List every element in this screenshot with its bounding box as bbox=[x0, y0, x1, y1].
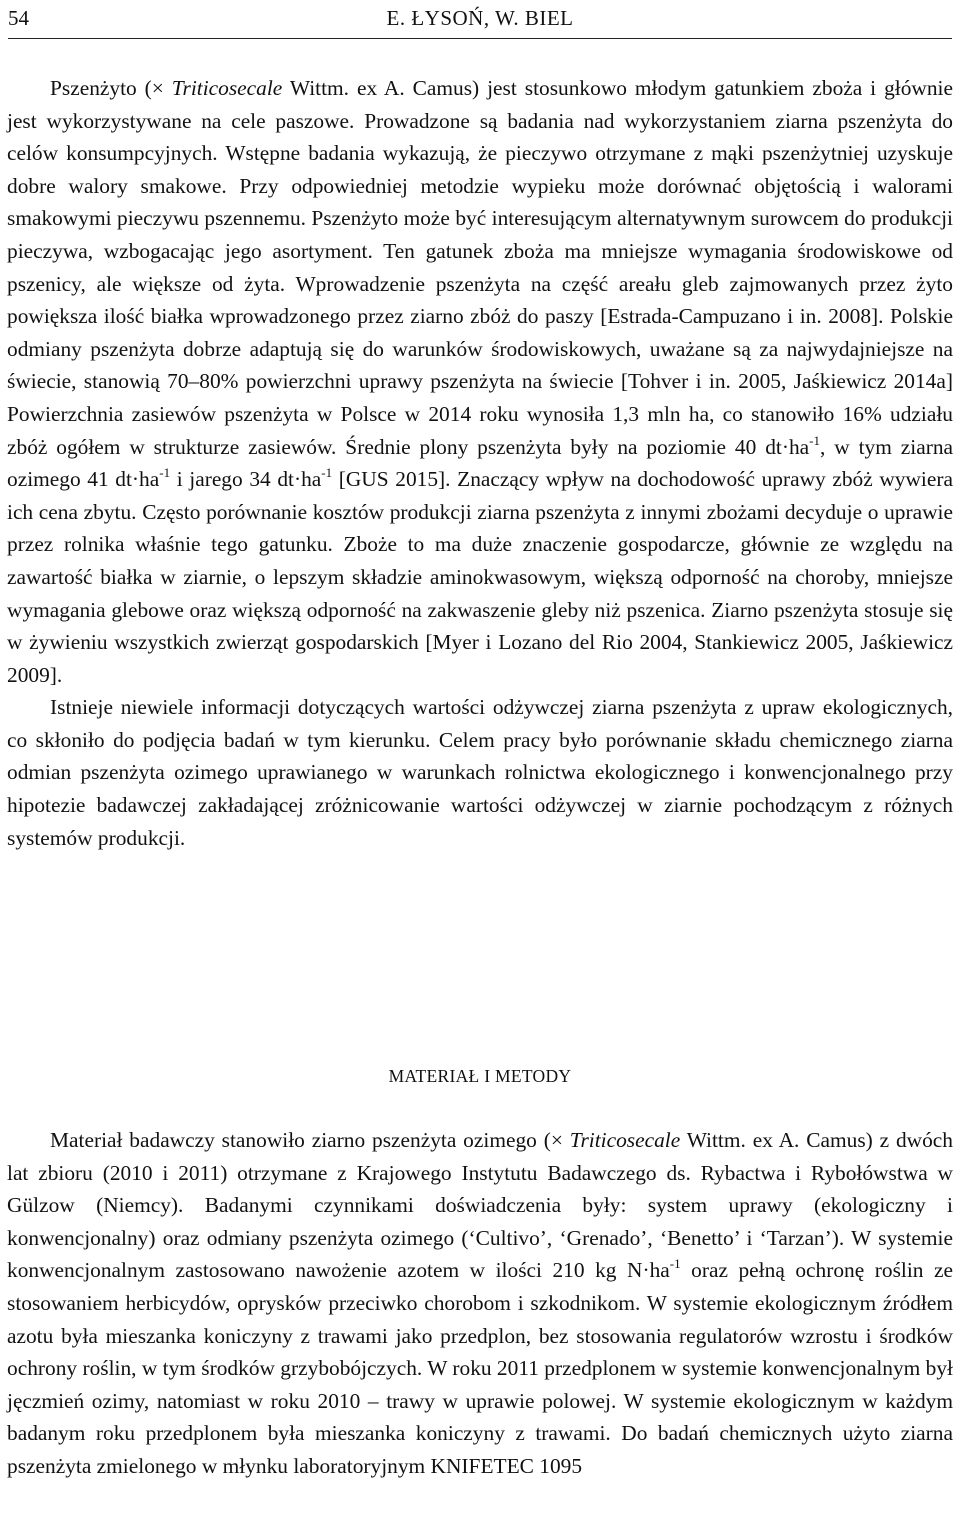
species-name-italic: Triticosecale bbox=[171, 76, 283, 100]
section-heading-methods: MATERIAŁ I METODY bbox=[388, 1066, 572, 1086]
text-span: [GUS 2015]. Znaczący wpływ na dochodowość uprawy zbóż wywiera ich cena zbytu. Często porównanie kosztów produkcji ziarna pszenżyta z innymi zbożami decyduje o uprawie przez rolnika właśnie tego gatunku. Zboże to ma duże znaczenie gospodarcze, głównie ze względu na zawartość białka w ziarnie, o lepszym składzie aminokwasowym, większą odporność na choroby, mniejsze wymagania glebowe oraz większą odporność na zakwaszenie gleby niż pszenica. Ziarno pszenżyta stosuje się w żywieniu wszystkich zwierząt gospodarskich [Myer i Lozano del Rio 2004, Stankiewicz 2005, Jaśkiewicz 2009]. bbox=[7, 467, 953, 687]
text-span: Wittm. ex A. Camus) jest stosunkowo młodym gatunkiem zboża i głównie jest wykorzystywane na cele paszowe. Prowadzone są badania nad wykorzystaniem ziarna pszenżyta do celów konsumpcyjnych. Wstępne badania wykazują, że pieczywo otrzymane z mąki pszenżytniej uzyskuje dobre walory smakowe. Przy odpowiedniej metodzie wypieku może dorównać objętością i walorami smakowymi pieczywu pszennemu. Pszenżyto może być interesującym alternatywnym surowcem do produkcji pieczywa, wzbogacając jego asortyment. Ten gatunek zboża ma mniejsze wymagania środowiskowe od pszenicy, ale większe od żyta. Wprowadzenie pszenżyta na część areału gleb zajmowanych przez żyto powiększa ilość białka wprowadzonego przez ziarno zbóż do paszy [Estrada-Campuzano i in. 2008]. Polskie odmiany pszenżyta dobrze adaptują się do warunków środowiskowych, uważane są za najwydajniejsze na świecie, stanowią 70–80% powierzchni uprawy pszenżyta na świecie [Tohver i in. 2005, Jaśkiewicz 2014a] Powierzchnia zasiewów pszenżyta w Polsce w 2014 roku wynosiła 1,3 mln ha, co stanowiło 16% udziału zbóż ogółem w strukturze zasiewów. Średnie plony pszenżyta były na poziomie 40 dt·ha bbox=[7, 76, 953, 459]
running-header bbox=[8, 4, 952, 39]
superscript: -1 bbox=[809, 432, 820, 448]
text-span: i jarego 34 dt·ha bbox=[170, 467, 322, 492]
paragraph-aim: Istnieje niewiele informacji dotyczących wartości odżywczej ziarna pszenżyta z upraw ekologicznych, co skłoniło do podjęcia badań w tym kierunku. Celem pracy było porównanie składu chemicznego ziarna odmian pszenżyta ozimego uprawianego w warunkach rolnictwa ekologicznego i konwencjonalnego przy hipotezie badawczej zakładającej zróżnicowanie wartości odżywczej w ziarnie pochodzącym z różnych systemów produkcji. bbox=[7, 695, 953, 850]
species-name-italic: Triticosecale bbox=[569, 1128, 681, 1152]
text-span: , w tym ziarna ozimego 41 dt·ha bbox=[7, 434, 954, 492]
page-number: 54 bbox=[8, 6, 29, 30]
introduction-text bbox=[7, 72, 953, 854]
running-head-authors: E. ŁYSOŃ, W. BIEL bbox=[386, 6, 574, 30]
paragraph-intro bbox=[7, 72, 953, 691]
superscript: -1 bbox=[321, 465, 333, 481]
methods-text bbox=[7, 1124, 953, 1483]
text-span: Pszenżyto (× bbox=[50, 76, 172, 100]
superscript: -1 bbox=[159, 465, 171, 481]
paragraph-methods bbox=[7, 1124, 953, 1483]
text-span: Wittm. ex A. Camus) z dwóch lat zbioru (2010 i 2011) otrzymane z Krajowego Instytutu Badawczego ds. Rybactwa i Rybołówstwa w Gülzow (Niemcy). Badanymi czynnikami doświadczenia były: system uprawy (ekologiczny i konwencjonalny) oraz odmiany pszenżyta ozimego (‘Cultivo’, ‘Grenado’, ‘Benetto’ i ‘Tarzan’). W systemie konwencjonalnym zastosowano nawożenie azotem w ilości 210 kg N·ha bbox=[7, 1128, 953, 1283]
superscript: -1 bbox=[669, 1256, 681, 1272]
text-span: Materiał badawczy stanowiło ziarno pszenżyta ozimego (× bbox=[50, 1128, 570, 1152]
text-span: oraz pełną ochronę roślin ze stosowaniem herbicydów, oprysków przeciwko chorobom i szkodnikom. W systemie ekologicznym źródłem azotu była mieszanka koniczyny z trawami jako przedplon, bez stosowania regulatorów wzrostu i środków ochrony roślin, w tym środków grzybobójczych. W roku 2011 przedplonem w systemie konwencjonalnym był jęczmień ozimy, natomiast w roku 2010 – trawy w uprawie polowej. W systemie ekologicznym w każdym badanym roku przedplonem była mieszanka koniczyny z trawami. Do badań chemicznych użyto ziarna pszenżyta zmielonego w młynku laboratoryjnym KNIFETEC 1095 bbox=[7, 1258, 953, 1478]
